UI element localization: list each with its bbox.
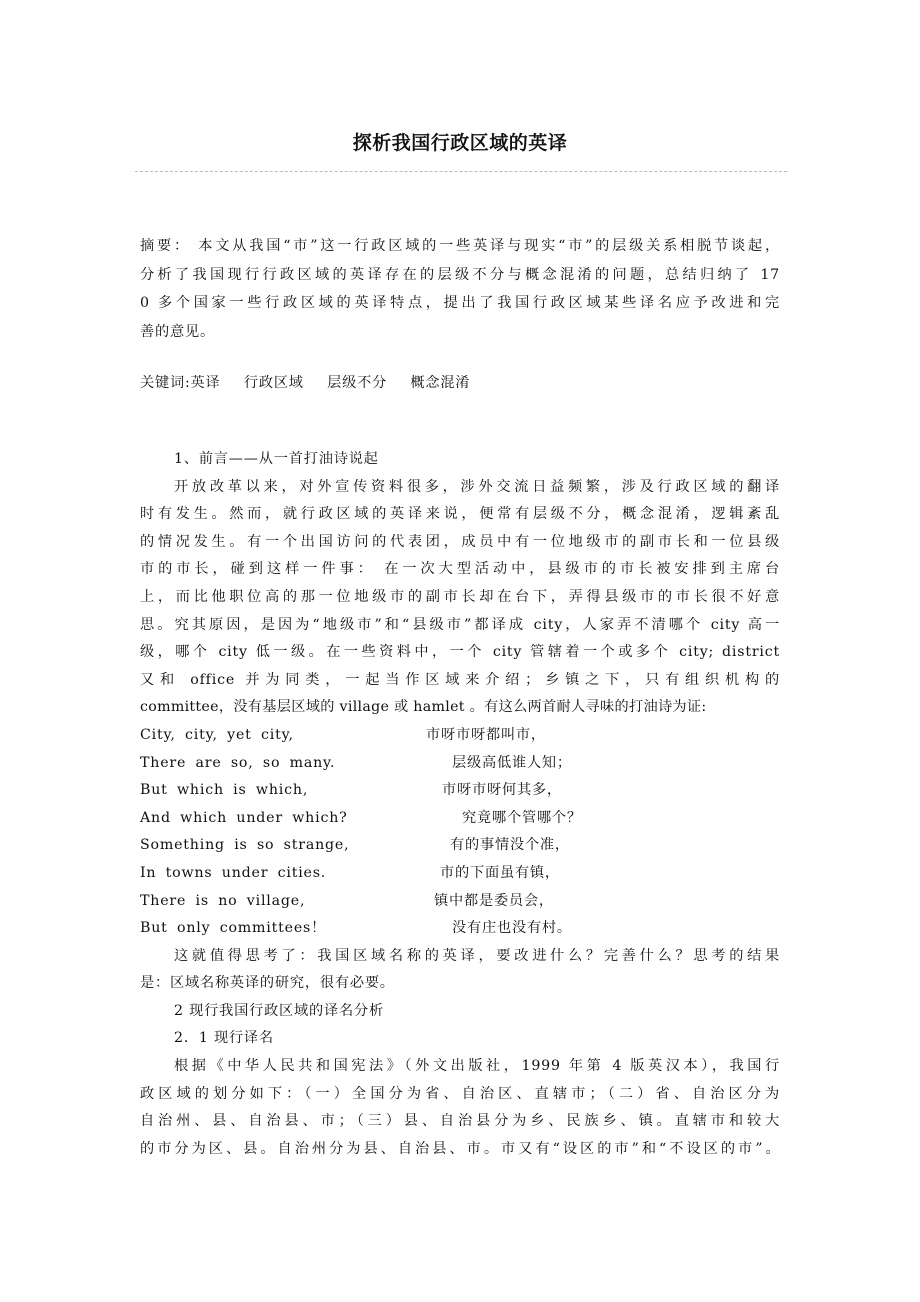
paragraph-line: 根据《中华人民共和国宪法》（外文出版社，1999 年第 4 版英汉本），我国行: [174, 1058, 780, 1075]
poem-row: [140, 750, 780, 778]
poem-english: And which under which?: [140, 809, 348, 826]
abstract-line: 善的意见。: [140, 323, 215, 340]
poem-chinese: 市呀市呀何其多，: [442, 782, 562, 799]
abstract-line: 0 多个国家一些行政区域的英译特点，提出了我国行政区域某些译名应予改进和完: [140, 295, 780, 311]
keyword: 层级不分: [327, 375, 388, 391]
paragraph-line: 市的市长，碰到这样一件事： 在一次大型活动中，县级市的市长被安排到主席台: [140, 561, 780, 578]
paragraph-line: 级，哪个 city 低一级。在一些资料中，一个 city 管辖着一个或多个 city; district: [140, 644, 780, 661]
title-divider: [135, 171, 787, 172]
poem-row: [140, 832, 780, 860]
poem-english: But only committees！: [140, 920, 327, 937]
poem-chinese: 镇中都是委员会，: [434, 892, 554, 909]
poem-english: City, city, yet city,: [140, 726, 294, 743]
abstract: [140, 232, 780, 346]
paragraph-line: 是：区域名称英译的研究，很有必要。: [140, 975, 395, 992]
keyword: 概念混淆: [410, 375, 471, 391]
paragraph-line: 政区域的划分如下：（一）全国分为省、自治区、直辖市；（二）省、自治区分为: [140, 1085, 780, 1102]
poem-chinese: 市的下面虽有镇，: [440, 864, 560, 881]
keywords-label: 关键词:英译: [140, 375, 221, 391]
poem-chinese: 究竟哪个管哪个？: [462, 809, 582, 826]
paragraph-line: 的市分为区、县。自治州分为县、自治县、市。市又有“设区的市”和“不设区的市”。: [140, 1140, 780, 1157]
poem-chinese: 没有庄也没有村。: [452, 920, 572, 937]
subsection-heading: 2．1 现行译名: [174, 1030, 274, 1047]
poem-english: Something is so strange,: [140, 837, 350, 854]
section-heading: 1、前言——从一首打油诗说起: [174, 451, 379, 467]
poem-row: [140, 777, 780, 805]
poem-row: [140, 805, 780, 833]
poem-row: [140, 860, 780, 888]
keyword: 行政区域: [243, 375, 304, 391]
poem-chinese: 层级高低谁人知；: [452, 754, 572, 771]
keywords: [140, 369, 780, 397]
paragraph-line: 时有发生。然而，就行政区域的英译来说，便常有层级不分，概念混淆，逻辑紊乱: [140, 506, 780, 523]
poem-english: There are so, so many.: [140, 754, 336, 771]
poem-row: [140, 722, 780, 750]
abstract-line: 分析了我国现行行政区域的英译存在的层级不分与概念混淆的问题，总结归纳了 17: [140, 266, 780, 283]
paragraph-line: 开放改革以来，对外宣传资料很多，涉外交流日益频繁，涉及行政区域的翻译: [174, 478, 780, 495]
paragraph-line: 自治州、县、自治县、市；（三）县、自治县分为乡、民族乡、镇。直辖市和较大: [140, 1113, 780, 1130]
poem-chinese: 有的事情没个准，: [450, 837, 570, 854]
paragraph-line: 这就值得思考了：我国区域名称的英译，要改进什么？完善什么？思考的结果: [174, 947, 780, 964]
poem-chinese: 市呀市呀都叫市，: [426, 726, 546, 743]
poem-english: In towns under cities.: [140, 864, 327, 881]
poem-english: But which is which,: [140, 782, 309, 799]
paragraph-line: 思。究其原因，是因为“地级市”和“县级市”都译成 city，人家弄不清哪个 city 高一: [140, 616, 780, 633]
poem-english: There is no village,: [140, 892, 306, 909]
paragraph-line: committee，没有基层区域的 village 或 hamlet 。有这么两首耐人寻味的打油诗为证:: [140, 699, 707, 716]
main-content: [140, 446, 780, 1163]
document-title: 探析我国行政区域的英译: [352, 132, 568, 154]
paragraph-line: 上，而比他职位高的那一位地级市的副市长却在台下，弄得县级市的市长很不好意: [140, 588, 780, 605]
poem-row: [140, 888, 780, 916]
section-heading: 2 现行我国行政区域的译名分析: [174, 1002, 384, 1019]
poem-row: [140, 915, 780, 943]
abstract-line: 摘要： 本文从我国“市”这一行政区域的一些英译与现实“市”的层级关系相脱节谈起，: [140, 238, 780, 254]
paragraph-line: 的情况发生。有一个出国访问的代表团，成员中有一位地级市的副市长和一位县级: [140, 533, 780, 550]
paragraph-line: 又和 office 并为同类，一起当作区域来介绍；乡镇之下，只有组织机构的: [140, 671, 780, 688]
